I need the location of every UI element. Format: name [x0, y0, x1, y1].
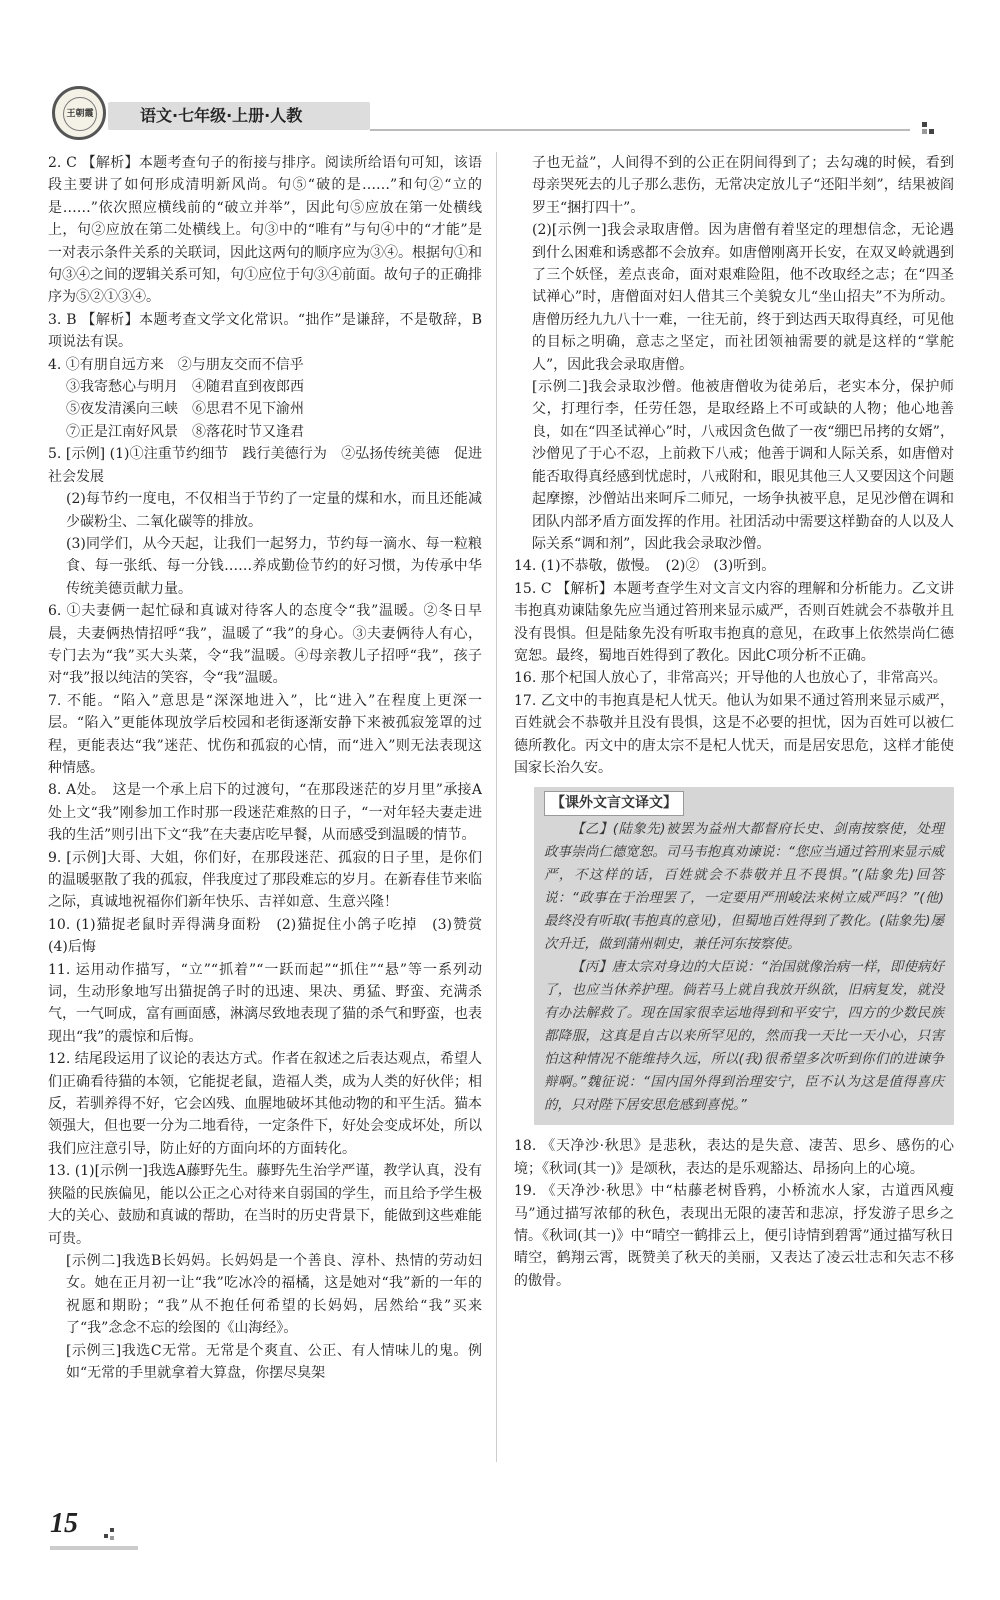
answer-12: 12. 结尾段运用了议论的表达方式。作者在叙述之后表达观点，希望人们正确看待猫的本领，它能捉老鼠，造福人类，成为人类的好伙伴；相反，若驯养得不好，它会凶残、血腥地破坏其他动物的和平生活。猫本领强大，但也要一分为二地看待，一定条件下，好处会变成坏处，所以我们应注意引导，防止好的方面向坏的方面转化。 — [48, 1051, 482, 1157]
answer-13-2-example-2: [示例二]我会录取沙僧。他被唐僧收为徒弟后，老实本分，保护师父，打理行李，任劳任怨，是取经路上不可或缺的人物；他心地善良，如在“四圣试禅心”时，八戒因贪色做了一夜“绷巴吊拷的女婿”，沙僧见了于心不忍，上前救下八戒；他善于调和人际关系，如唐僧对能否取得真经感到忧虑时，八戒附和，眼见其他三人又要因这个问题起摩擦，沙僧站出来呵斥二师兄，一场争执被平息，足见沙僧在调和团队内部矛盾方面发挥的作用。社团活动中需要这样勤奋的人以及人际关系“调和剂”，因此我会录取沙僧。 — [532, 379, 954, 552]
decorative-squares-icon — [922, 122, 936, 136]
header-rule — [370, 129, 910, 131]
right-column — [514, 152, 954, 1292]
answer-6: 6. ①夫妻俩一起忙碌和真诚对待客人的态度令“我”温暖。②冬日早晨，夫妻俩热情招呼“我”，温暖了“我”的身心。③夫妻俩待人有心，专门去为“我”买大头菜，令“我”温暖。④母亲教儿子招呼“我”，孩子对“我”报以纯洁的笑容，令“我”温暖。 — [48, 603, 482, 687]
answer-13-example-1: 13. (1)[示例一]我选A藤野先生。藤野先生治学严谨，教学认真，没有狭隘的民族偏见，能以公正之心对待来自弱国的学生，而且给予学生极大的关心、鼓励和真诚的帮助，在当时的历史背景下，能做到这些难能可贵。 — [48, 1163, 482, 1247]
answer-13-2-example-1: (2)[示例一]我会录取唐僧。因为唐僧有着坚定的理想信念，无论遇到什么困难和诱惑都不会放弃。如唐僧刚离开长安，在双叉岭就遇到了三个妖怪，差点丧命，面对艰难险阻，他不改取经之志；在“四圣试禅心”时，唐僧面对妇人借其三个美貌女儿“坐山招夫”不为所动。唐僧历经九九八十一难，一往无前，终于到达西天取得真经，可见他的目标之明确，意志之坚定，而社团领袖需要的就是这样的“掌舵人”，因此我会录取唐僧。 — [532, 222, 954, 373]
publisher-logo — [52, 86, 106, 140]
answer-7: 7. 不能。“陷入”意思是“深深地进入”，比“进入”在程度上更深一层。“陷入”更能体现放学后校园和老街逐渐安静下来被孤寂笼罩的过程，更能表达“我”迷茫、忧伤和孤寂的心情，而“进入”则无法表现这种情感。 — [48, 692, 482, 776]
page-number: 15 — [50, 1508, 78, 1539]
answer-13-example-3: [示例三]我选C无常。无常是个爽直、公正、有人情味儿的鬼。例如“无常的手里就拿着大算盘，你摆尽臭架 — [66, 1342, 482, 1381]
answer-4-line-4: ⑦正是江南好风景 ⑧落花时节又逢君 — [66, 423, 304, 440]
answer-8: 8. A处。 这是一个承上启下的过渡句，“在那段迷茫的岁月里”承接A处上文“我”刚参加工作时那一段迷茫难熬的日子，“一对年轻夫妻走进我的生活”则引出下文“我”在夫妻店吃早餐，从而感受到温暖的情节。 — [48, 782, 482, 844]
answer-2: 2. C 【解析】本题考查句子的衔接与排序。阅读所给语句可知，该语段主要讲了如何形成清明新风尚。句⑤“破的是……”和句②“立的是……”依次照应横线前的“破立并举”，因此句⑤应放在第一处横线上，句②应放在第二处横线上。句③中的“唯有”与句④中的“才能”是一对表示条件关系的关联词，因此这两句的顺序应为③④。根据句①和句③④之间的逻辑关系可知，句①应位于句③④前面。故句子的正确排序为⑤②①③④。 — [48, 155, 482, 306]
answer-9: 9. [示例]大哥、大姐，你们好，在那段迷茫、孤寂的日子里，是你们的温暖驱散了我的孤寂，伴我度过了那段难忘的岁月。在新春佳节来临之际，真诚地祝福你们新年快乐、吉祥如意、生意兴隆！ — [48, 849, 482, 911]
answer-13-continued: 子也无益”，人间得不到的公正在阴间得到了；去勾魂的时候，看到母亲哭死去的儿子那么悲伤，无常决定放儿子“还阳半刻”，结果被阎罗王“捆打四十”。 — [532, 155, 954, 216]
answer-18: 18. 《天净沙·秋思》是悲秋，表达的是失意、凄苦、思乡、感伤的心境；《秋词(其一)》是颂秋，表达的是乐观豁达、昂扬向上的心境。 — [514, 1138, 954, 1177]
answer-5-1: 5. [示例] (1)①注重节约细节 践行美德行为 ②弘扬传统美德 促进社会发展 — [48, 446, 482, 485]
publisher-logo-text: 王朝霞 — [63, 97, 97, 131]
answer-10: 10. (1)猫捉老鼠时弄得满身面粉 (2)猫捉住小鸽子吃掉 (3)赞赏 (4)后悔 — [48, 916, 496, 956]
translation-yi: 【乙】(陆象先)被罢为益州大都督府长史、剑南按察使，处理政事崇尚仁德宽恕。司马韦抱真劝谏说：“您应当通过笞刑来显示威严，不这样的话，百姓就会不恭敬并且不畏惧。”(陆象先)回答说：“政事在于治理罢了，一定要用严刑峻法来树立威严吗？”(他)最终没有听取(韦抱真的意见)，但蜀地百姓得到了教化。(陆象先)屡次升迁，做到蒲州刺史，兼任河东按察使。 — [544, 821, 944, 953]
answer-4-line-2: ③我寄愁心与明月 ④随君直到夜郎西 — [66, 379, 304, 396]
answer-15: 15. C 【解析】本题考查学生对文言文内容的理解和分析能力。乙文讲韦抱真劝谏陆象先应当通过笞刑来显示威严，否则百姓就会不恭敬并且没有畏惧。但是陆象先没有听取韦抱真的意见，在政事上依然崇尚仁德宽恕。最终，蜀地百姓得到了教化。因此C项分析不正确。 — [514, 580, 954, 664]
column-divider — [496, 152, 497, 1462]
answer-17: 17. 乙文中的韦抱真是杞人忧天。他认为如果不通过笞刑来显示威严，百姓就会不恭敬并且没有畏惧，这是不必要的担忧，因为百姓可以被仁德所教化。丙文中的唐太宗不是杞人忧天，而是居安思危，这样才能使国家长治久安。 — [514, 692, 954, 776]
answer-5-3: (3)同学们，从今天起，让我们一起努力，节约每一滴水、每一粒粮食、每一张纸、每一分钱……养成勤俭节约的好习惯，为传承中华传统美德贡献力量。 — [66, 535, 482, 597]
answer-4-line-1: 4. ①有朋自远方来 ②与朋友交而不信乎 — [48, 356, 304, 373]
page-header — [40, 86, 940, 140]
answer-14: 14. (1)不恭敬，傲慢。 (2)② (3)听到。 — [514, 558, 776, 575]
answer-13-example-2: [示例二]我选B长妈妈。长妈妈是一个善良、淳朴、热情的劳动妇女。她在正月初一让“我”吃冰冷的福橘，这是她对“我”新的一年的祝愿和期盼；“我”从不抱任何希望的长妈妈，居然给“我”买来了“我”念念不忘的绘图的《山海经》。 — [66, 1252, 482, 1337]
footer-rule — [50, 1546, 138, 1550]
answer-3: 3. B 【解析】本题考查文学文化常识。“拙作”是谦辞，不是敬辞，B项说法有误。 — [48, 311, 482, 351]
answer-4-line-3: ⑤夜发清溪向三峡 ⑥思君不见下渝州 — [66, 401, 304, 418]
translation-bing: 【丙】唐太宗对身边的大臣说：“治国就像治病一样，即使病好了，也应当休养护理。倘若马上就自我放开纵欲，旧病复发，就没有办法解救了。现在国家很幸运地得到和平安宁，四方的少数民族都降服，这真是自古以来所罕见的，然而我一天比一天小心，只害怕这种情况不能维持久远，所以(我)很希望多次听到你们的进谏争辩啊。”魏征说：“国内国外得到治理安宁，臣不认为这是值得喜庆的，只对陛下居安思危感到喜悦。” — [544, 959, 944, 1114]
answer-16: 16. 那个杞国人放心了，非常高兴；开导他的人也放心了，非常高兴。 — [514, 670, 947, 687]
left-column — [48, 152, 496, 1384]
answer-5-2: (2)每节约一度电，不仅相当于节约了一定量的煤和水，而且还能减少碳粉尘、二氧化碳等的排放。 — [66, 491, 482, 530]
answer-19: 19. 《天净沙·秋思》中“枯藤老树昏鸦，小桥流水人家，古道西风瘦马”通过描写浓郁的秋色，表现出无限的凄苦和悲凉，抒发游子思乡之情。《秋词(其一)》中“晴空一鹤排云上，便引诗情到碧霄”通过描写秋日晴空，鹤翔云霄，既赞美了秋天的美丽，又表达了凌云壮志和矢志不移的傲骨。 — [514, 1183, 954, 1289]
answer-11: 11. 运用动作描写，“立”“抓着”“一跃而起”“抓住”“悬”等一系列动词，生动形象地写出猫捉鸽子时的迅速、果决、勇猛、野蛮、充满杀气，一气呵成，富有画面感，淋漓尽致地表现了猫的杀气和野蛮，也表现出“我”的震惊和后悔。 — [48, 961, 482, 1045]
translation-box — [534, 787, 954, 1125]
book-title: 语文·七年级·上册·人教 — [108, 102, 370, 130]
footer-squares-icon — [104, 1528, 118, 1542]
translation-title: 【课外文言文译文】 — [544, 791, 684, 816]
